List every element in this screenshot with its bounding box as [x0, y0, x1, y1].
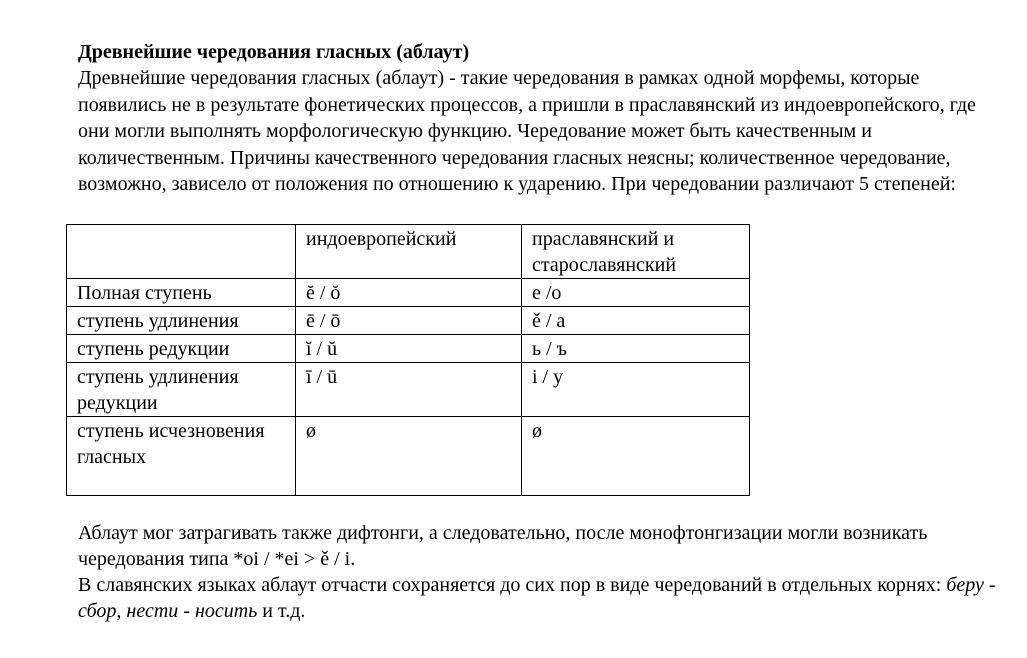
table-row [67, 307, 750, 335]
grade-cell: Полная ступень [67, 279, 296, 307]
document-body [78, 39, 998, 198]
table-row [67, 335, 750, 363]
example-word: беру [946, 574, 984, 596]
table-row [67, 279, 750, 307]
ablaut-grades-table [66, 224, 750, 496]
table-header-cell: индоевропейский [296, 225, 522, 279]
indo-european-cell: ø [296, 417, 522, 496]
grade-cell: ступень редукции [67, 335, 296, 363]
table-header-cell [67, 225, 296, 279]
roots-paragraph [78, 572, 998, 624]
grade-cell: ступень исчезновения гласных [67, 417, 296, 496]
example-word: нести [126, 600, 179, 622]
slavic-cell: е /о [522, 279, 750, 307]
grade-cell: ступень удлинения [67, 307, 296, 335]
dash: - [983, 574, 996, 596]
slavic-cell: i / у [522, 363, 750, 417]
indo-european-cell: ĭ / ŭ [296, 335, 522, 363]
section-heading: Древнейшие чередования гласных (аблаут) [78, 41, 470, 63]
diphthong-paragraph: Аблаут мог затрагивать также дифтонги, а следовательно, после монофтонгизации могли возникать чередования типа *oi / *ei > ě / i. [78, 522, 928, 570]
example-word: сбор [78, 600, 117, 622]
indo-european-cell: ē / ō [296, 307, 522, 335]
intro-paragraph: Древнейшие чередования гласных (аблаут) - такие чередования в рамках одной морфемы, которые появились не в результате фонетических процессов, а пришли в праславянский из индоевропейского, где они могли выполнять морфологическую функцию. Чередование может быть качественным и количественным. Причины качественного чередования гласных неясны; количественное чередование, возможно, зависело от положения по отношению к ударению. При чередовании различают 5 степеней: [78, 67, 976, 195]
dash: - [178, 600, 195, 622]
tail-text: и т.д. [257, 600, 306, 622]
grade-cell: ступень удлинения редукции [67, 363, 296, 417]
table-row [67, 417, 750, 496]
roots-text: В славянских языках аблаут отчасти сохраняется до сих пор в виде чередований в отдельных корнях: [78, 574, 947, 596]
table-header-cell: праславянский и старославянский [522, 225, 750, 279]
comma: , [116, 600, 127, 622]
slavic-cell: ě / а [522, 307, 750, 335]
example-word: носить [194, 600, 258, 622]
table-row [67, 363, 750, 417]
table-header-row [67, 225, 750, 279]
indo-european-cell: ĕ / ŏ [296, 279, 522, 307]
slavic-cell: ø [522, 417, 750, 496]
slavic-cell: ь / ъ [522, 335, 750, 363]
indo-european-cell: ī / ū [296, 363, 522, 417]
closing-section [78, 520, 998, 624]
